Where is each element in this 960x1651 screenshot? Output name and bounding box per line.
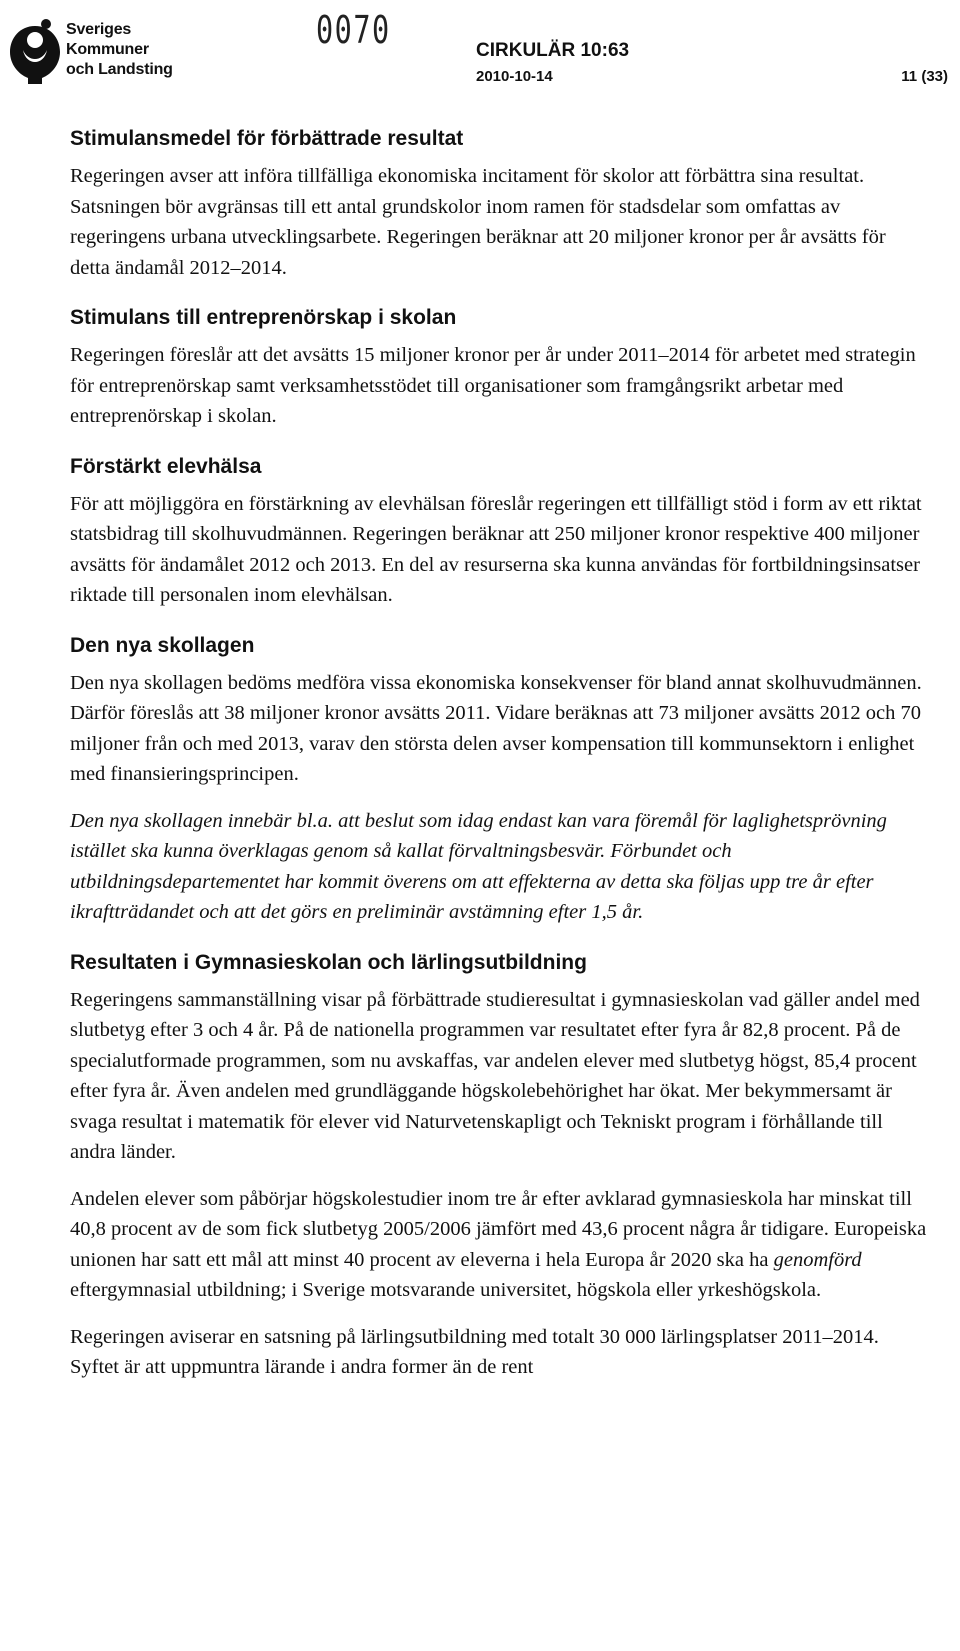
org-line-3: och Landsting	[66, 61, 173, 78]
org-line-2: Kommuner	[66, 41, 149, 58]
paragraph	[70, 1184, 930, 1306]
paragraph: Den nya skollagen bedöms medföra vissa ekonomiska konsekvenser för bland annat skolhuvudmännen. Därför föreslås att 38 miljoner kronor avsätts 2011. Vidare beräknas att 73 miljoner avsätts 2012 och 70 miljoner från och med 2013, varav den största delen avser kompensation till kommunsektorn i enlighet med finansieringsprincipen.	[70, 671, 922, 785]
paragraph: Regeringen aviserar en satsning på lärlingsutbildning med totalt 30 000 lärlingsplatser 2011–2014. Syftet är att uppmuntra lärande i andra former än de rent	[70, 1325, 879, 1378]
skl-logo-icon	[6, 18, 64, 84]
organization-name	[66, 20, 173, 80]
paragraph-text: eftergymnasial utbildning; i Sverige motsvarande universitet, högskola eller yrkeshögskola.	[70, 1279, 822, 1301]
section-entreprenorskap	[70, 305, 930, 432]
page-number: 11 (33)	[901, 68, 948, 85]
section-stimulansmedel	[70, 126, 930, 283]
italic-paragraph: Den nya skollagen innebär bl.a. att beslut som idag endast kan vara föremål för laglighetsprövning istället ska kunna överklagas genom så kallat förvaltningsbesvär. Förbundet och utbildningsdepartementet har kommit överens om att effekterna av detta ska följas upp tre år efter ikraftträdandet och att det görs en preliminär avstämning efter 1,5 år.	[70, 809, 887, 923]
paragraph: För att möjliggöra en förstärkning av elevhälsan föreslår regeringen ett tillfälligt stöd i form av ett riktat statsbidrag till skolhuvudmännen. Regeringen beräknar att 250 miljoner kronor respektive 400 miljoner avsätts för ändamålet 2012 och 2013. En del av resurserna ska kunna användas för fortbildningsinsatser riktade till personalen inom elevhälsan.	[70, 492, 922, 606]
emphasized-word: genomförd	[773, 1248, 862, 1271]
paragraph: Regeringen avser att införa tillfälliga ekonomiska incitament för skolor att förbättra sina resultat. Satsningen bör avgränsas till ett antal grundskolor inom ramen för stadsdelar som omfattas av regeringens urbana utvecklingsarbete. Regeringen beräknar att 20 miljoner kronor per år avsätts för detta ändamål 2012–2014.	[70, 165, 886, 279]
circular-number: CIRKULÄR 10:63	[476, 40, 630, 61]
paragraph: Regeringens sammanställning visar på förbättrade studieresultat i gymnasieskolan vad gäller andel med slutbetyg efter 3 och 4 år. På de nationella programmen var resultatet efter fyra år 82,8 procent. På de specialutformade programmen, som nu avskaffas, var andelen elever med slutbetyg högst, 85,4 procent efter fyra år. Även andelen med grundläggande högskolebehörighet har ökat. Mer bekymmersamt är svaga resultat i matematik för elever vid Naturvetenskapligt och Tekniskt program i förhållande till andra länder.	[70, 988, 920, 1163]
paragraph: Regeringen föreslår att det avsätts 15 miljoner kronor per år under 2011–2014 för arbetet med strategin för entreprenörskap samt verksamhetsstödet till organisationer som framgångsrikt arbetar med entreprenörskap i skolan.	[70, 344, 916, 427]
org-line-1: Sveriges	[66, 21, 132, 38]
section-elevhalsa	[70, 454, 930, 611]
section-heading: Resultaten i Gymnasieskolan och lärlingsutbildning	[70, 950, 587, 974]
section-gymnasieskolan	[70, 950, 930, 1383]
document-body	[70, 126, 930, 1399]
section-heading: Förstärkt elevhälsa	[70, 454, 262, 478]
section-heading: Den nya skollagen	[70, 633, 255, 657]
section-skollagen	[70, 633, 930, 928]
section-heading: Stimulansmedel för förbättrade resultat	[70, 127, 464, 150]
section-heading: Stimulans till entreprenörskap i skolan	[70, 306, 457, 329]
page-stamp: 0070	[316, 8, 391, 52]
circular-date: 2010-10-14	[476, 68, 553, 85]
paragraph-text: Andelen elever som påbörjar högskolestudier inom tre år efter avklarad gymnasieskola har minskat till 40,8 procent av de som fick slutbetyg 2005/2006 jämfört med 43,6 procent några år tidigare. Europeiska unionen har satt ett mål att minst 40 procent av eleverna i hela Europa år 2020 ska ha	[70, 1187, 927, 1271]
